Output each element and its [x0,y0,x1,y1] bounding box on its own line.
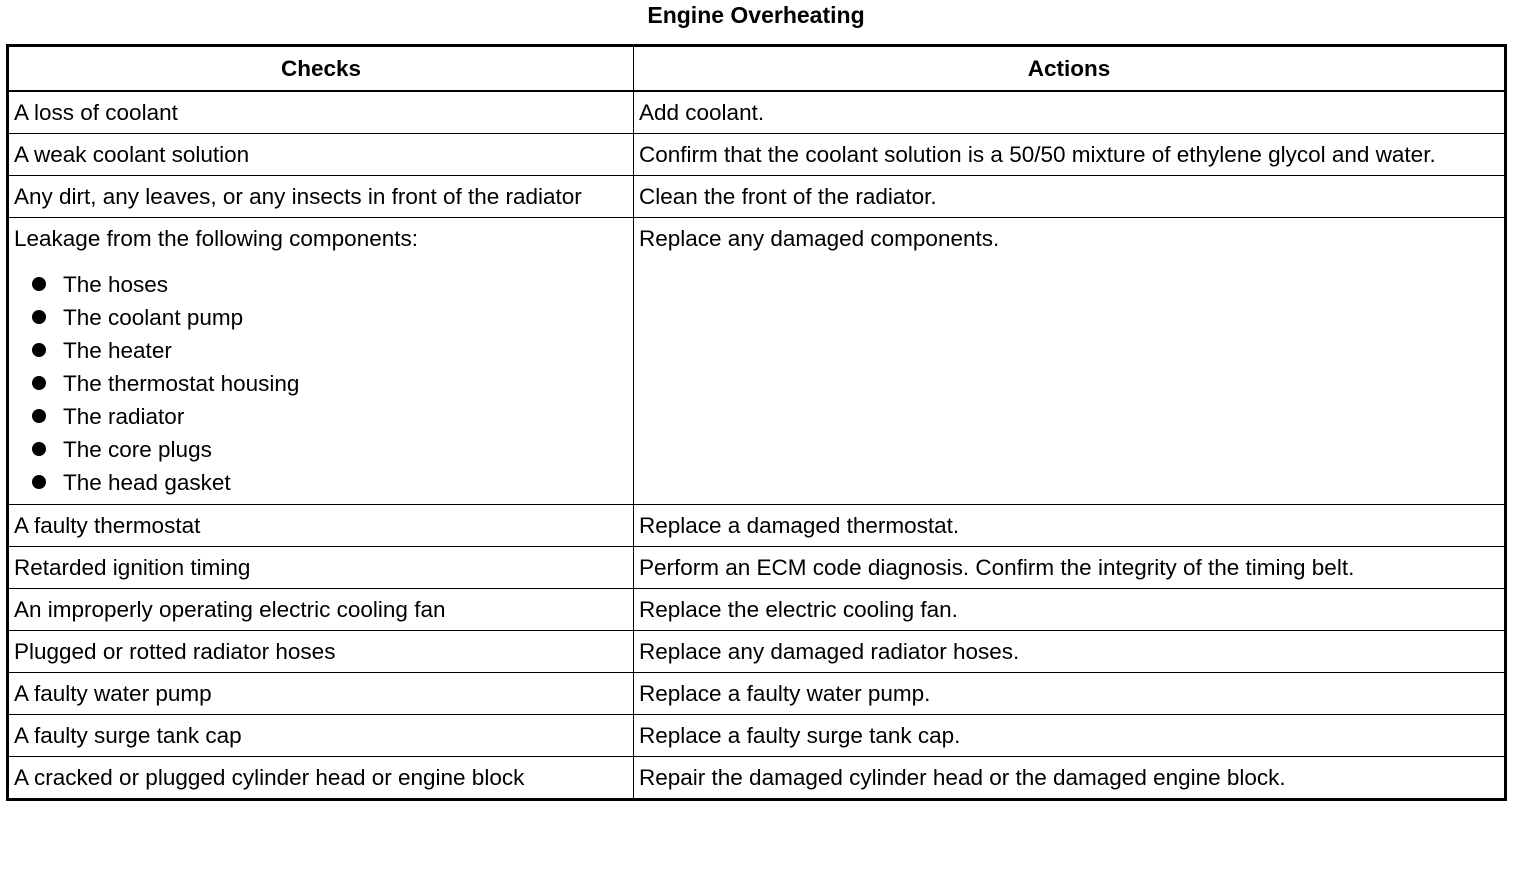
action-cell: Replace a damaged thermostat. [634,505,1506,547]
action-cell: Confirm that the coolant solution is a 50/50 mixture of ethylene glycol and water. [634,134,1506,176]
table-row [8,134,1506,176]
check-cell: A faulty thermostat [8,505,634,547]
column-header-actions: Actions [634,46,1506,92]
bullet-icon [32,343,46,357]
bullet-icon [32,310,46,324]
check-text: Leakage from the following components: [14,226,418,251]
check-cell: Plugged or rotted radiator hoses [8,631,634,673]
list-item [14,466,633,499]
action-cell: Replace the electric cooling fan. [634,589,1506,631]
list-item-label: The head gasket [63,470,231,495]
list-item-label: The hoses [63,272,169,297]
check-cell: A faulty surge tank cap [8,715,634,757]
column-header-checks: Checks [8,46,634,92]
check-cell: A loss of coolant [8,91,634,134]
list-item [14,334,633,367]
action-cell: Replace a faulty water pump. [634,673,1506,715]
bullet-icon [32,277,46,291]
action-cell: Replace any damaged radiator hoses. [634,631,1506,673]
bullet-icon [32,376,46,390]
list-item-label: The thermostat housing [63,371,300,396]
bullet-icon [32,409,46,423]
action-cell: Replace a faulty surge tank cap. [634,715,1506,757]
action-cell: Replace any damaged components. [634,218,1506,505]
list-item [14,400,633,433]
list-item-label: The coolant pump [63,305,244,330]
list-item [14,301,633,334]
check-cell: Any dirt, any leaves, or any insects in front of the radiator [8,176,634,218]
list-item [14,367,633,400]
action-cell: Clean the front of the radiator. [634,176,1506,218]
table-row [8,631,1506,673]
table-row [8,589,1506,631]
check-cell: A weak coolant solution [8,134,634,176]
list-item [14,268,633,301]
checks-actions-table [6,44,1507,801]
check-cell: A faulty water pump [8,673,634,715]
table-row [8,91,1506,134]
table-header-row [8,46,1506,92]
action-cell: Perform an ECM code diagnosis. Confirm the integrity of the timing belt. [634,547,1506,589]
list-item-label: The heater [63,338,172,363]
table-row [8,757,1506,800]
check-cell: An improperly operating electric cooling fan [8,589,634,631]
table-row [8,176,1506,218]
check-cell: A cracked or plugged cylinder head or engine block [8,757,634,800]
check-cell: Retarded ignition timing [8,547,634,589]
page-title: Engine Overheating [647,2,865,28]
table-row [8,505,1506,547]
component-list [14,268,633,499]
list-item-label: The radiator [63,404,185,429]
table-row [8,673,1506,715]
action-cell: Repair the damaged cylinder head or the damaged engine block. [634,757,1506,800]
list-item-label: The core plugs [63,437,212,462]
table-row [8,547,1506,589]
list-item [14,433,633,466]
table-row [8,218,1506,505]
bullet-icon [32,442,46,456]
table-row [8,715,1506,757]
bullet-icon [32,475,46,489]
check-cell [8,218,634,505]
action-cell: Add coolant. [634,91,1506,134]
